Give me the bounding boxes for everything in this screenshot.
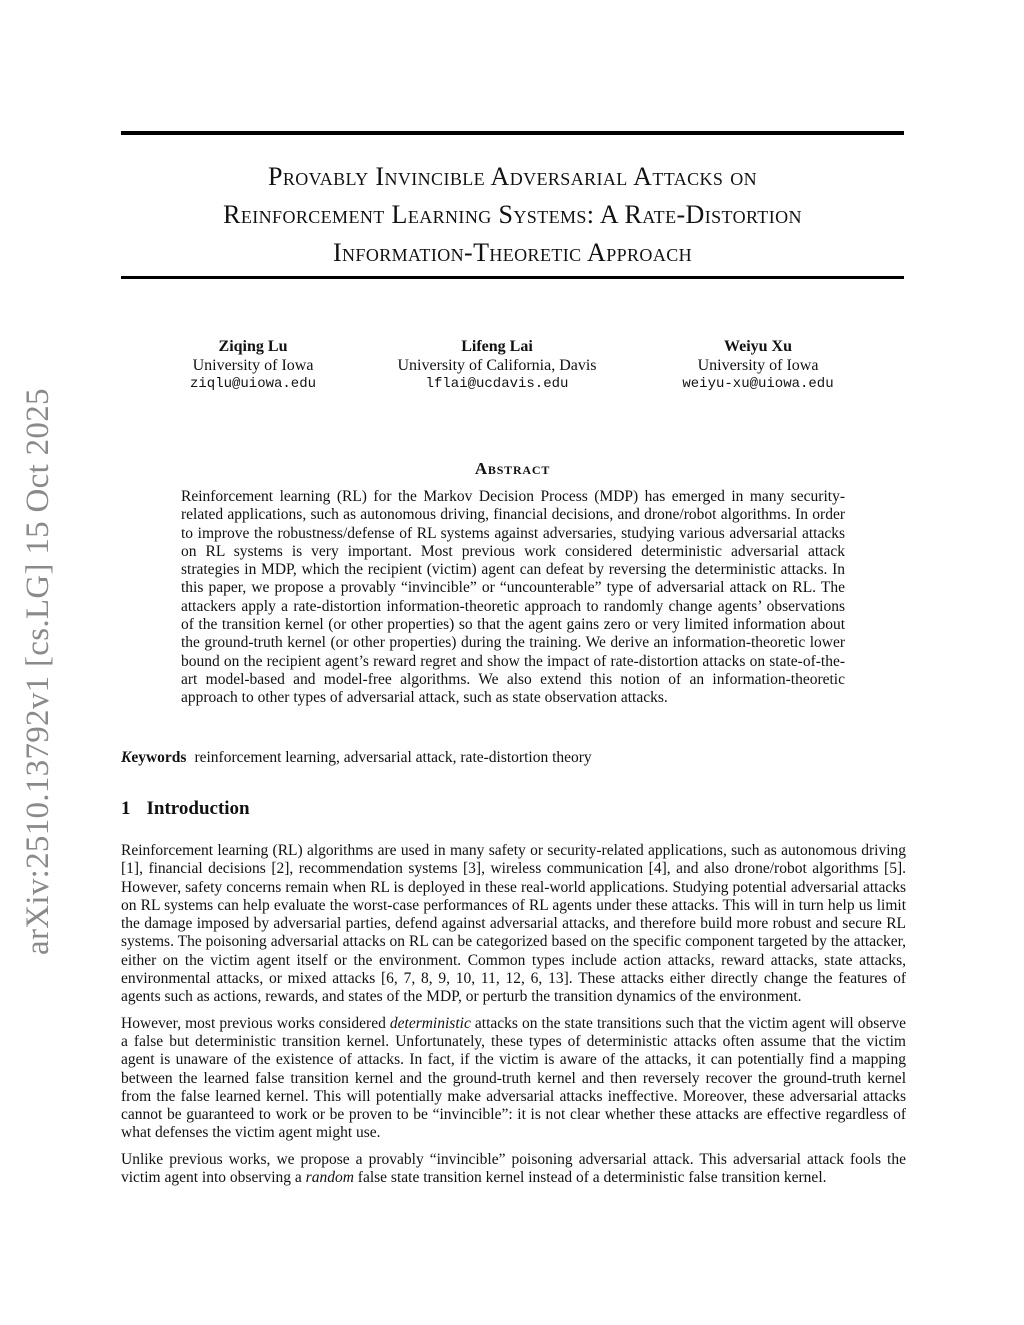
author-name: Lifeng Lai <box>461 338 533 355</box>
paragraph-text: false state transition kernel instead of a deterministic false transition kernel. <box>353 1169 827 1187</box>
title-line-3: Information-Theoretic Approach <box>332 238 693 267</box>
author-2 <box>397 337 596 394</box>
author-1 <box>190 337 316 394</box>
paragraph <box>121 1151 906 1188</box>
author-affiliation: University of Iowa <box>192 357 314 374</box>
title-line-2: Reinforcement Learning Systems: A Rate-Distortion <box>223 200 802 229</box>
emphasis-text: deterministic <box>389 1014 471 1032</box>
keywords-text: reinforcement learning, adversarial attack, rate-distortion theory <box>194 749 592 766</box>
paragraph-text: Unlike previous works, we propose a provably “invincible” poisoning adversarial attack. This adversarial attack fools the victim agent into observing a <box>121 1150 906 1187</box>
title-line-1: Provably Invincible Adversarial Attacks on <box>267 162 758 191</box>
arxiv-identifier-stamp: arXiv:2510.13792v1 [cs.LG] 15 Oct 2025 <box>20 388 56 955</box>
paragraph: Reinforcement learning (RL) algorithms are used in many safety or security-related applications, such as autonomous driving [1], financial decisions [2], recommendation systems [3], wireless communication [4], and also drone/robot algorithms [5]. However, safety concerns remain when RL is deployed in these real-world applications. Studying potential adversarial attacks on RL systems can help evaluate the worst-case performances of RL agents under these attacks. This will in turn help us limit the damage imposed by adversarial parties, defend against adversarial attacks, and therefore build more robust and secure RL systems. The poisoning adversarial attacks on RL can be categorized based on the specific component targeted by the attacker, either on the victim agent itself or the environment. Common types include action attacks, reward attacks, state attacks, environmental attacks, or mixed attacks [6, 7, 8, 9, 10, 11, 12, 6, 13]. These attacks either directly change the features of agents such as actions, rewards, and states of the MDP, or perturb the transition dynamics of the environment. <box>121 842 906 1006</box>
keywords-label-rest: eywords <box>131 749 187 766</box>
author-email: lflai@ucdavis.edu <box>425 376 569 392</box>
introduction-body <box>121 842 906 1195</box>
author-affiliation: University of California, Davis <box>397 357 597 374</box>
section-title: Introduction <box>146 798 250 819</box>
author-block <box>121 337 904 407</box>
abstract-heading: Abstract <box>474 459 551 478</box>
paragraph-text: However, most previous works considered <box>121 1014 390 1032</box>
author-affiliation: University of Iowa <box>697 357 819 374</box>
title-bottom-rule <box>121 276 904 279</box>
abstract-text: Reinforcement learning (RL) for the Markov Decision Process (MDP) has emerged in many security-related applications, such as autonomous driving, financial decisions, and drone/robot algorithms. In order to improve the robustness/defense of RL systems against adversaries, studying various adversarial attacks on RL systems is very important. Most previous work considered deterministic adversarial attack strategies in MDP, which the recipient (victim) agent can defeat by reversing the deterministic attacks. In this paper, we propose a provably “invincible” or “uncounterable” type of adversarial attack on RL. The attackers apply a rate-distortion information-theoretic approach to randomly change agents’ observations of the transition kernel (or other properties) so that the agent gains zero or very limited information about the ground-truth kernel (or other properties) during the training. We derive an information-theoretic lower bound on the recipient agent’s reward regret and show the impact of rate-distortion attacks on state-of-the-art model-based and model-free algorithms. We also extend this notion of an information-theoretic approach to other types of adversarial attack, such as state observation attacks. <box>181 488 845 707</box>
paragraph-text: attacks on the state transitions such that the victim agent will observe a false but deterministic transition kernel. Unfortunately, these types of deterministic attacks often assume that the victim agent is unaware of the existence of attacks. In fact, if the victim is aware of the attacks, it can potentially find a mapping between the learned false transition kernel and the ground-truth kernel and then reversely recover the ground-truth kernel from the false learned kernel. This will potentially make adversarial attacks ineffective. Moreover, these adversarial attacks cannot be guaranteed to work or be proven to be “invincible”: it is not clear whether these attacks are effective regardless of what defenses the victim agent might use. <box>121 1014 906 1142</box>
emphasis-text: random <box>305 1169 354 1187</box>
author-name: Weiyu Xu <box>723 338 793 355</box>
author-name: Ziqing Lu <box>218 338 288 355</box>
keywords-line <box>121 749 904 767</box>
section-heading-introduction <box>121 798 250 820</box>
section-number: 1 <box>121 798 131 819</box>
paragraph <box>121 1015 906 1143</box>
title-top-rule <box>121 131 904 135</box>
author-email: ziqlu@uiowa.edu <box>189 376 317 392</box>
author-3 <box>682 337 833 394</box>
keywords-label-initial: K <box>121 749 132 766</box>
author-email: weiyu-xu@uiowa.edu <box>682 376 834 392</box>
paper-title <box>121 158 904 272</box>
keywords-label <box>121 749 186 766</box>
